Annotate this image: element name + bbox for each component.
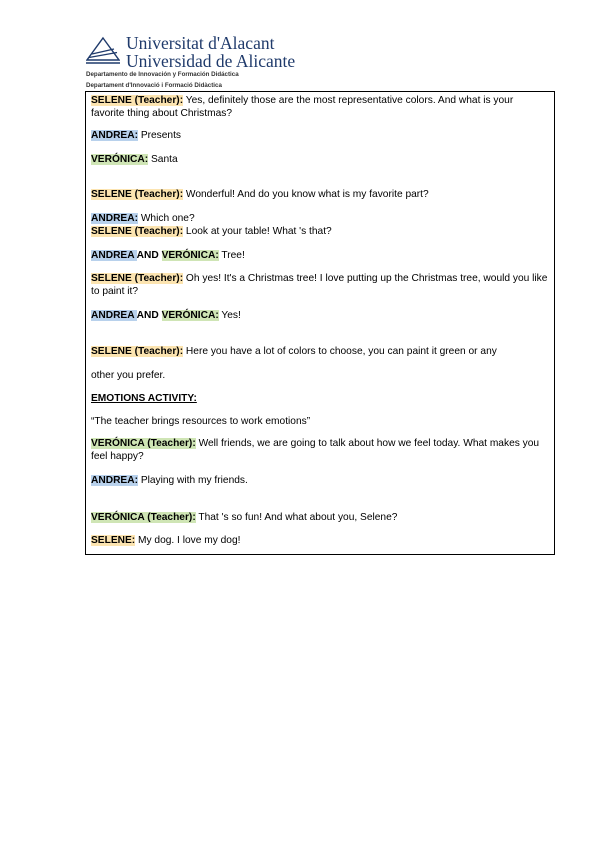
section-heading-text: EMOTIONS ACTIVITY: [91, 393, 197, 404]
dialogue-text: Tree! [218, 250, 245, 261]
dialogue-line [91, 309, 548, 322]
speaker-label: VERÓNICA: [161, 310, 219, 321]
university-name-es: Universidad de Alicante [126, 51, 296, 71]
speaker-label: ANDREA [91, 310, 137, 321]
dialogue-line [91, 94, 548, 120]
dialogue-text: Wonderful! And do you know what is my favorite part? [183, 189, 429, 200]
dialogue-text: other you prefer. [91, 370, 166, 381]
speaker-label: ANDREA: [91, 475, 138, 486]
dialogue-line [91, 534, 548, 547]
speaker-label: ANDREA: [91, 130, 138, 141]
dialogue-line [91, 369, 548, 382]
dialogue-text: Look at your table! What 's that? [183, 226, 332, 237]
dialogue-line [91, 474, 548, 487]
dialogue-line [91, 345, 548, 358]
dialogue-text: Yes! [218, 310, 241, 321]
university-header [86, 34, 386, 92]
dialogue-text: Oh yes! It's a Christmas tree! I love putting up the Christmas tree, would you like to paint it? [91, 273, 548, 297]
dialogue-text: Yes, definitely those are the most representative colors. And what is your favorite thing about Christmas? [91, 95, 514, 119]
and-connector: AND [136, 250, 162, 261]
department-name-es: Departamento de Innovación y Formación Didáctica [86, 71, 239, 78]
dialogue-text: My dog. I love my dog! [135, 535, 241, 546]
dialogue-line [91, 188, 548, 201]
speaker-label: SELENE (Teacher): [91, 346, 184, 357]
speaker-label: SELENE: [91, 535, 136, 546]
university-name-ca: Universitat d'Alacant [126, 33, 275, 53]
dialogue-line [91, 511, 548, 524]
dialogue-line [91, 249, 548, 262]
dialogue-text: Here you have a lot of colors to choose, you can paint it green or any [183, 346, 497, 357]
speaker-label: VERÓNICA: [91, 154, 149, 165]
stage-direction [91, 415, 548, 428]
department-name-ca: Departament d'Innovació i Formació Didàctica [86, 82, 222, 89]
speaker-label: VERÓNICA: [161, 250, 219, 261]
dialogue-line [91, 153, 548, 166]
speaker-label: SELENE (Teacher): [91, 273, 184, 284]
speaker-label: VERÓNICA (Teacher): [91, 438, 196, 449]
dialogue-text: Which one? [137, 213, 195, 224]
dialogue-text: That 's so fun! And what about you, Selene? [195, 512, 398, 523]
speaker-label: ANDREA: [91, 213, 138, 224]
speaker-label: SELENE (Teacher): [91, 226, 184, 237]
dialogue-text: Santa [148, 154, 178, 165]
speaker-label: SELENE (Teacher): [91, 189, 184, 200]
dialogue-box [85, 91, 555, 555]
dialogue-text: Presents [137, 130, 182, 141]
dialogue-text: Well friends, we are going to talk about how we feel today. What makes you feel happy? [91, 438, 540, 462]
dialogue-line [91, 272, 548, 298]
university-name [126, 34, 295, 70]
stage-direction-text: “The teacher brings resources to work emotions” [91, 416, 311, 427]
speaker-label: SELENE (Teacher): [91, 95, 184, 106]
dialogue-line [91, 225, 548, 238]
and-connector: AND [136, 310, 162, 321]
dialogue-line [91, 212, 548, 225]
dialogue-line [91, 437, 548, 463]
dialogue-text: Playing with my friends. [137, 475, 248, 486]
dialogue-line [91, 129, 548, 142]
section-heading [91, 392, 548, 405]
speaker-label: ANDREA [91, 250, 137, 261]
university-logo-icon [86, 36, 120, 66]
speaker-label: VERÓNICA (Teacher): [91, 512, 196, 523]
